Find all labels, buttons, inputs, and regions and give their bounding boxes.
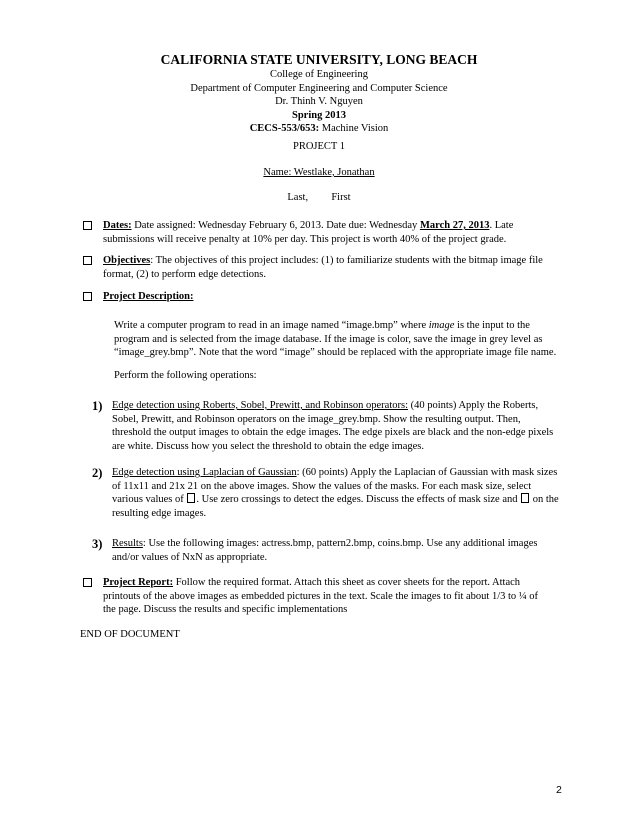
- operation-2-body-b: . Use zero crossings to detect the edges. Discuss the effects of mask size and: [196, 494, 521, 505]
- dates-assigned: Date assigned: Wednesday February 6, 2013. Date due: Wednesday: [131, 220, 420, 231]
- university-name: CALIFORNIA STATE UNIVERSITY, LONG BEACH: [160, 52, 478, 67]
- objectives-label: Objectives: [103, 255, 151, 266]
- sigma-symbol-icon: [521, 493, 529, 503]
- checkbox-icon: [83, 578, 92, 587]
- instructor-name: Dr. Thinh V. Nguyen: [275, 96, 363, 107]
- end-of-document: END OF DOCUMENT: [80, 629, 180, 640]
- description-emphasis: image: [428, 320, 455, 331]
- operations-intro: Perform the following operations:: [114, 370, 257, 381]
- dates-text: [103, 219, 553, 246]
- dates-section: [83, 219, 553, 246]
- due-date: March 27, 2013: [419, 220, 490, 231]
- operation-2-body-a: : (60 points) Apply the Laplacian of Gaussian with mask sizes of 11x11 and 21x 21 on the above images. Show the values of the masks. For each mask size, select various values of: [112, 467, 558, 505]
- description-part-a: Write a computer program to read in an image named “image.bmp” where: [114, 320, 429, 331]
- department-name: Department of Computer Engineering and Computer Science: [190, 82, 448, 94]
- operation-number: 1): [92, 399, 103, 413]
- document-header: [0, 51, 638, 136]
- term: Spring 2013: [292, 109, 346, 121]
- operation-number: 3): [92, 537, 103, 551]
- project-title: PROJECT 1: [292, 141, 346, 152]
- operation-1-text: [112, 399, 562, 453]
- report-label: Project Report:: [103, 577, 174, 588]
- course-line: [0, 122, 638, 136]
- description-part-b: is the input to the program and is selected from the image database. If the image is color, save the image in grey level as “image_grey.bmp”. Note that the word “image” should be replaced with the appropriate image file name.: [114, 320, 557, 358]
- sigma-symbol-icon: [187, 493, 195, 503]
- operation-1-title: Edge detection using Roberts, Sobel, Prewitt, and Robinson operators:: [112, 400, 408, 411]
- objectives-section: [83, 254, 553, 281]
- dates-label: Dates:: [103, 220, 132, 231]
- description-heading: [103, 290, 553, 304]
- operation-2: [92, 466, 562, 520]
- operation-2-body-c: on the resulting edge images.: [112, 494, 559, 519]
- operation-2-title: Edge detection using Laplacian of Gaussian: [112, 467, 297, 478]
- checkbox-icon: [83, 221, 92, 230]
- dates-penalty: . Late submissions will receive penalty at 10% per day. This project is worth 40% of the project grade.: [103, 220, 514, 245]
- checkbox-icon: [83, 292, 92, 301]
- course-code: CECS-553/653:: [249, 123, 320, 134]
- objectives-text: [103, 254, 553, 281]
- college-name: College of Engineering: [270, 69, 368, 80]
- last-label: Last,: [287, 192, 309, 203]
- report-body: Follow the required format. Attach this sheet as cover sheets for the report. Attach printouts of the above images as embedded pictures in the text. Scale the images to fit about 1/3 to ¼ of the page. Discuss the results and specific implementations: [103, 577, 539, 615]
- report-text: [103, 576, 553, 617]
- course-name: Machine Vision: [319, 123, 389, 134]
- checkbox-icon: [83, 256, 92, 265]
- report-section: [83, 576, 553, 617]
- operation-number: 2): [92, 466, 103, 480]
- student-name-line: [0, 166, 638, 179]
- operation-1-body: (40 points) Apply the Roberts, Sobel, Prewitt, and Robinson operators on the image_grey.bmp. Show the resulting output. Then, threshold the output images to obtain the edge images. The edge pixels are black and the non-edge pixels are white. Discuss how you select the threshold to obtain the edge images.: [112, 400, 554, 452]
- operation-3-body: : Use the following images: actress.bmp, pattern2.bmp, coins.bmp. Use any additional images and/or values of NxN as appropriate.: [112, 538, 538, 563]
- first-label: First: [331, 192, 351, 203]
- operation-3-title: Results: [112, 538, 143, 549]
- description-label: Project Description:: [103, 291, 194, 302]
- operation-1: [92, 399, 562, 453]
- description-section: [83, 290, 553, 304]
- description-paragraph: [114, 319, 559, 360]
- operation-2-text: [112, 466, 562, 520]
- page-number: 2: [556, 784, 562, 796]
- operation-3-text: [112, 537, 562, 564]
- last-first-labels: [0, 191, 638, 204]
- operation-3: [92, 537, 562, 564]
- student-name: Name: Westlake, Jonathan: [263, 167, 375, 178]
- objectives-body: : The objectives of this project includes: (1) to familiarize students with the bitmap image file format, (2) to perform edge detections.: [103, 255, 543, 280]
